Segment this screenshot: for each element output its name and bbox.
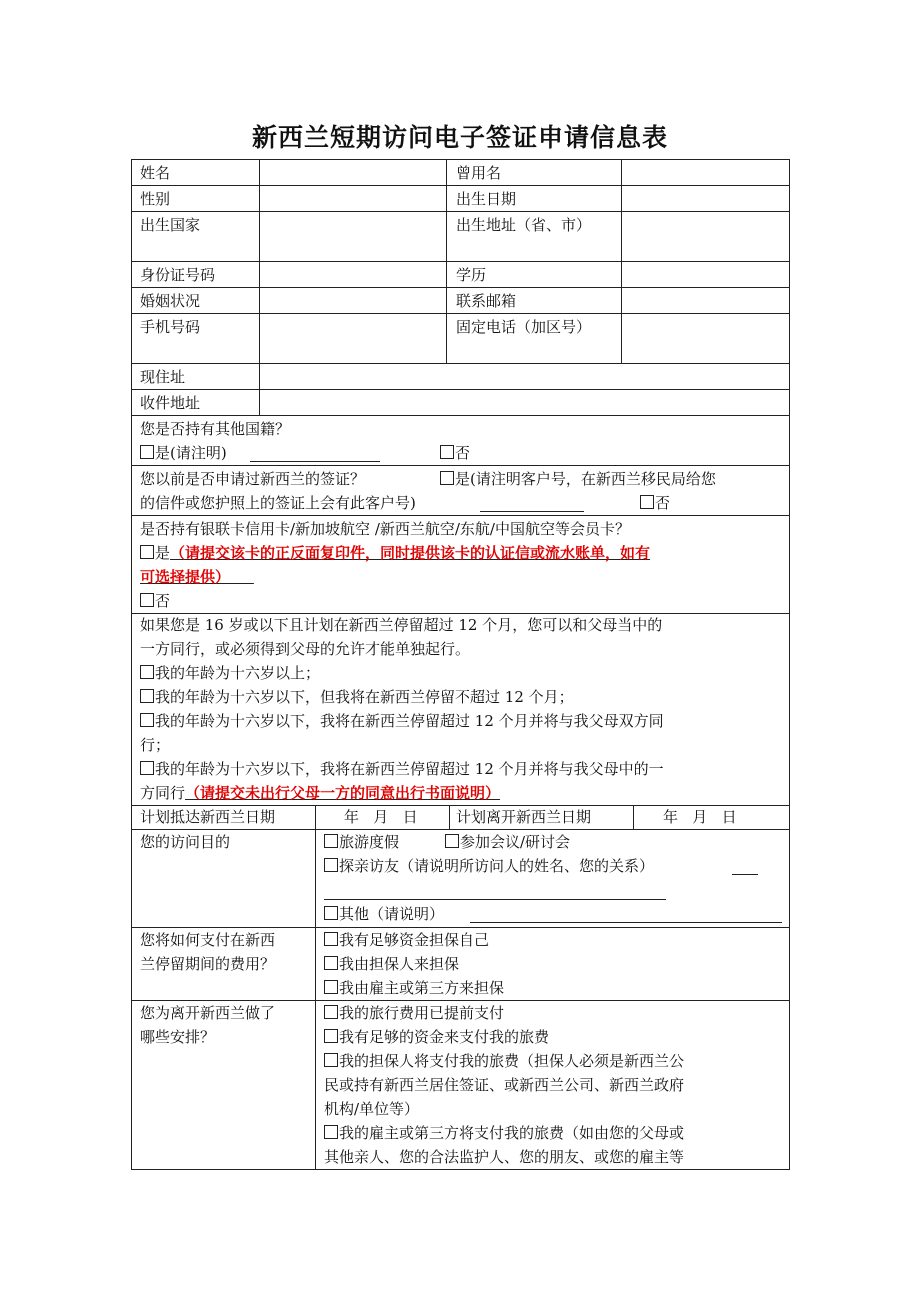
membership-question: 是否持有银联卡信用卡/新加坡航空 /新西兰航空/东航/中国航空等会员卡？: [140, 520, 630, 538]
label-landline: 固定电话（加区号）: [456, 318, 592, 336]
birth-place-field[interactable]: [622, 212, 789, 261]
checkbox[interactable]: [324, 858, 338, 872]
other-nationality-yes-label: 是(请注明): [155, 444, 227, 462]
visit-blank-1: [732, 874, 758, 875]
label-email: 联系邮箱: [456, 292, 517, 310]
checkbox[interactable]: [324, 906, 338, 920]
checkbox[interactable]: [140, 445, 154, 459]
arrangements-option-3-line2: 民或持有新西兰居住签证、或新西兰公司、新西兰政府: [324, 1076, 685, 1094]
previous-visa-line2: [140, 491, 416, 515]
checkbox[interactable]: [324, 956, 338, 970]
purpose-tourism[interactable]: [324, 830, 399, 854]
purpose-other-label: 其他（请说明）: [339, 905, 445, 923]
grid-divider: [633, 805, 634, 829]
minor-option-2-label: 我的年龄为十六岁以下，但我将在新西兰停留不超过 12 个月；: [155, 688, 574, 706]
former-name-field[interactable]: [622, 160, 789, 185]
other-nationality-no[interactable]: [440, 441, 470, 465]
checkbox[interactable]: [440, 445, 454, 459]
birth-date-field[interactable]: [622, 186, 789, 211]
label-birth-country: 出生国家: [140, 216, 201, 234]
checkbox[interactable]: [140, 665, 154, 679]
label-birth-date: 出生日期: [456, 190, 517, 208]
row-divider: [131, 465, 790, 466]
purpose-conference-label: 参加会议/研讨会: [460, 833, 571, 851]
previous-visa-question: 您以前是否申请过新西兰的签证？: [140, 470, 366, 488]
checkbox[interactable]: [440, 471, 454, 485]
arrangements-label-line1: 您为离开新西兰做了: [140, 1004, 276, 1022]
gender-field[interactable]: [260, 186, 446, 211]
purpose-visit[interactable]: [324, 854, 654, 878]
arrangements-option-1[interactable]: [324, 1001, 504, 1025]
minor-option-4-label: 我的年龄为十六岁以下，我将在新西兰停留超过 12 个月并将与我父母中的一: [155, 760, 664, 778]
previous-visa-line2-text: 的信件或您护照上的签证上会有此客户号): [140, 494, 416, 512]
label-id-number: 身份证号码: [140, 266, 216, 284]
minor-option-4-cont: 方同行: [140, 784, 186, 802]
minor-option-4-line2: [140, 781, 500, 805]
minor-intro-line1: 如果您是 16 岁或以下且计划在新西兰停留超过 12 个月，您可以和父母当中的: [140, 616, 663, 634]
blank-line: [250, 461, 380, 462]
checkbox[interactable]: [140, 593, 154, 607]
arrangements-option-3[interactable]: [324, 1049, 684, 1073]
other-nationality-yes[interactable]: [140, 441, 227, 465]
previous-visa-no[interactable]: [640, 491, 670, 515]
marital-status-field[interactable]: [260, 288, 446, 313]
membership-yes-label: 是: [155, 544, 171, 562]
current-address-field[interactable]: [260, 364, 789, 389]
arrangements-option-1-label: 我的旅行费用已提前支付: [339, 1004, 505, 1022]
checkbox[interactable]: [324, 932, 338, 946]
funding-option-3[interactable]: [324, 976, 504, 1000]
minor-option-3-label: 我的年龄为十六岁以下，我将在新西兰停留超过 12 个月并将与我父母双方同: [155, 712, 664, 730]
education-field[interactable]: [622, 262, 789, 287]
arrival-date-label: 计划抵达新西兰日期: [140, 808, 276, 826]
label-former-name: 曾用名: [456, 164, 502, 182]
visit-blank-2: [324, 899, 666, 900]
other-nationality-question: 您是否持有其他国籍？: [140, 420, 291, 438]
minor-option-4-note: （请提交未出行父母一方的同意出行书面说明）: [185, 784, 501, 802]
checkbox[interactable]: [324, 980, 338, 994]
checkbox[interactable]: [140, 545, 154, 559]
purpose-other[interactable]: [324, 902, 444, 926]
birth-country-field[interactable]: [260, 212, 446, 261]
funding-option-2-label: 我由担保人来担保: [339, 955, 460, 973]
purpose-tourism-label: 旅游度假: [339, 833, 400, 851]
row-divider: [131, 515, 790, 516]
previous-visa-yes[interactable]: [440, 467, 716, 491]
purpose-conference[interactable]: [445, 830, 570, 854]
other-nationality-no-label: 否: [455, 444, 471, 462]
previous-visa-yes-label: 是(请注明客户号，在新西兰移民局给您: [455, 470, 716, 488]
grid-divider: [449, 805, 450, 829]
label-mobile: 手机号码: [140, 318, 201, 336]
funding-label-line2: 兰停留期间的费用？: [140, 955, 276, 973]
arrangements-option-3-label: 我的担保人将支付我的旅费（担保人必须是新西兰公: [339, 1052, 685, 1070]
funding-option-1-label: 我有足够资金担保自己: [339, 931, 490, 949]
membership-note-line2: [140, 565, 254, 589]
previous-visa-line1: [140, 467, 365, 491]
checkbox[interactable]: [324, 1029, 338, 1043]
checkbox[interactable]: [324, 1005, 338, 1019]
arrangements-option-2[interactable]: [324, 1025, 549, 1049]
id-number-field[interactable]: [260, 262, 446, 287]
minor-intro-line2: 一方同行，或必须得到父母的允许才能单独起行。: [140, 640, 471, 658]
label-gender: 性别: [140, 190, 171, 208]
previous-visa-no-label: 否: [655, 494, 671, 512]
checkbox[interactable]: [640, 495, 654, 509]
funding-label-line1: 您将如何支付在新西: [140, 931, 276, 949]
minor-option-3[interactable]: [140, 709, 664, 733]
arrival-date-value[interactable]: 年 月 日: [344, 808, 418, 826]
arrangements-option-2-label: 我有足够的资金来支付我的旅费: [339, 1028, 550, 1046]
membership-note-cont: 可选择提供）: [140, 568, 231, 586]
label-name: 姓名: [140, 164, 171, 182]
minor-option-2[interactable]: [140, 685, 574, 709]
arrangements-label-line2: 哪些安排？: [140, 1028, 216, 1046]
checkbox[interactable]: [324, 1053, 338, 1067]
label-marital-status: 婚姻状况: [140, 292, 201, 310]
label-current-address: 现住址: [140, 368, 186, 386]
funding-option-2[interactable]: [324, 952, 459, 976]
membership-yes[interactable]: [140, 541, 650, 565]
arrangements-option-4-label: 我的雇主或第三方将支付我的旅费（如由您的父母或: [339, 1124, 685, 1142]
funding-option-1[interactable]: [324, 928, 489, 952]
label-education: 学历: [456, 266, 487, 284]
arrangements-option-3-line3: 机构/单位等）: [324, 1100, 420, 1118]
checkbox[interactable]: [445, 834, 459, 848]
label-mailing-address: 收件地址: [140, 394, 201, 412]
departure-date-value[interactable]: 年 月 日: [663, 808, 737, 826]
landline-field[interactable]: [622, 314, 789, 363]
arrangements-option-4[interactable]: [324, 1121, 684, 1145]
row-divider: [131, 415, 790, 416]
minor-option-4[interactable]: [140, 757, 664, 781]
page-title: 新西兰短期访问电子签证申请信息表: [251, 123, 668, 152]
membership-note: （请提交该卡的正反面复印件，同时提供该卡的认证信或流水账单，如有: [170, 544, 651, 562]
checkbox[interactable]: [324, 1125, 338, 1139]
checkbox[interactable]: [324, 834, 338, 848]
minor-option-1[interactable]: [140, 661, 320, 685]
purpose-label: 您的访问目的: [140, 833, 231, 851]
checkbox[interactable]: [140, 689, 154, 703]
minor-option-1-label: 我的年龄为十六岁以上；: [155, 664, 321, 682]
membership-no[interactable]: [140, 589, 170, 613]
email-field[interactable]: [622, 288, 789, 313]
departure-date-label: 计划离开新西兰日期: [456, 808, 592, 826]
name-field[interactable]: [260, 160, 446, 185]
funding-option-3-label: 我由雇主或第三方来担保: [339, 979, 505, 997]
client-number-blank: [480, 511, 584, 512]
mobile-field[interactable]: [260, 314, 446, 363]
checkbox[interactable]: [140, 713, 154, 727]
label-birth-place: 出生地址（省、市）: [456, 216, 592, 234]
other-blank: [470, 922, 782, 923]
purpose-visit-label: 探亲访友（请说明所访问人的姓名、您的关系）: [339, 857, 655, 875]
grid-divider: [315, 805, 316, 829]
arrangements-option-4-line2: 其他亲人、您的合法监护人、您的朋友、或您的雇主等: [324, 1148, 685, 1166]
minor-option-3-cont: 行；: [140, 736, 171, 754]
checkbox[interactable]: [140, 761, 154, 775]
membership-no-label: 否: [155, 592, 171, 610]
mailing-address-field[interactable]: [260, 390, 789, 415]
